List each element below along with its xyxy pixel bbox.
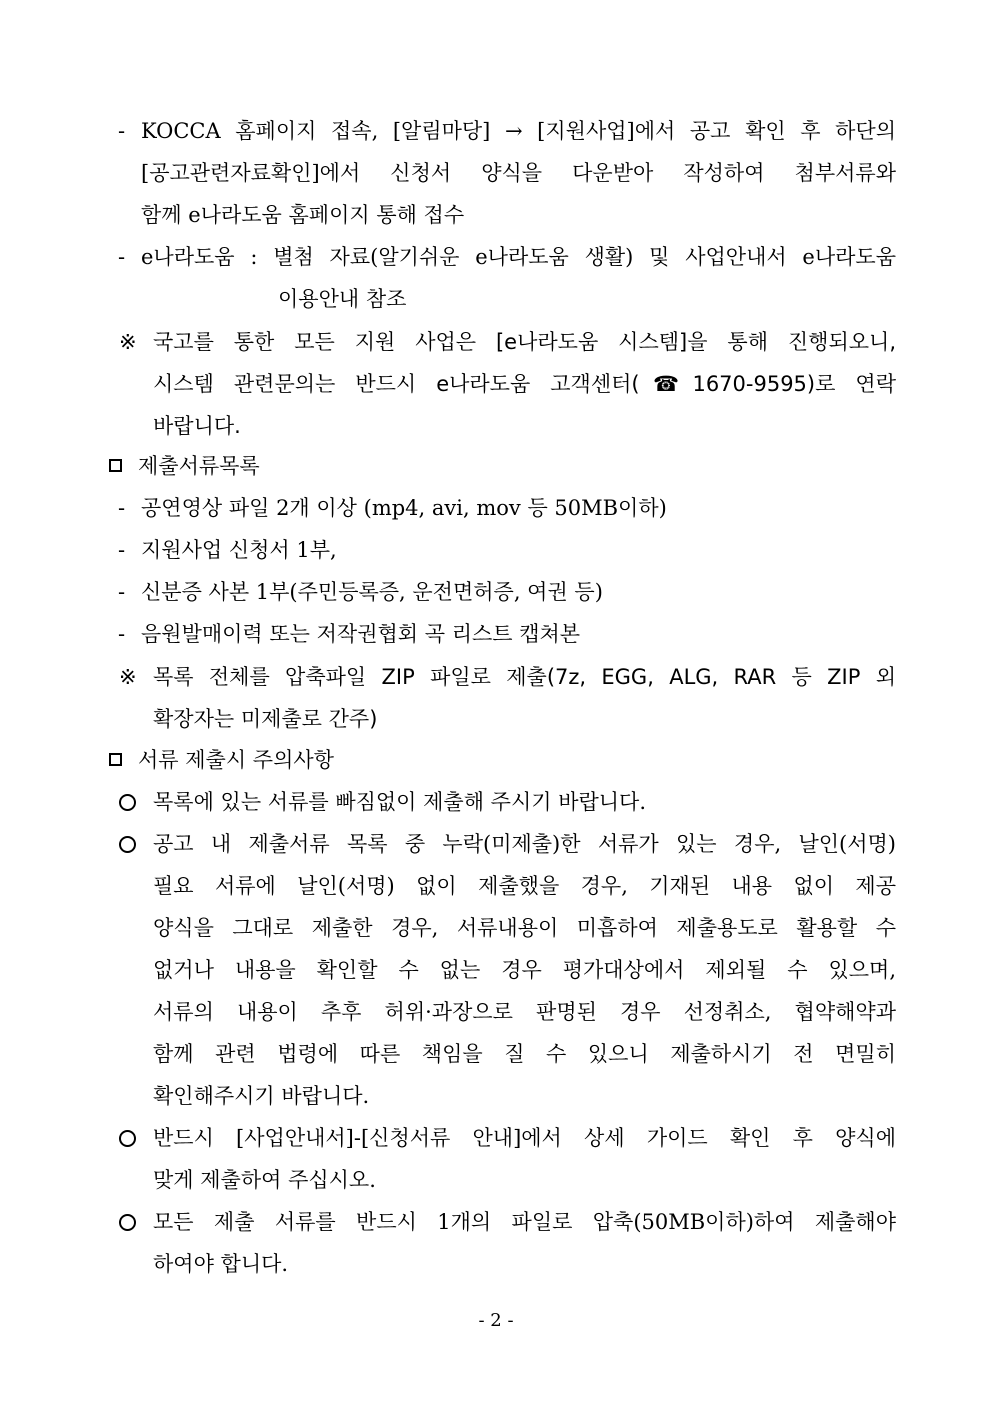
circle-bullet-icon bbox=[119, 794, 136, 811]
dash-marker: - bbox=[118, 496, 126, 520]
dash-marker: - bbox=[118, 119, 126, 143]
note-line: 확장자는 미제출로 간주) bbox=[153, 707, 378, 731]
reference-mark: ※ bbox=[119, 665, 137, 689]
note-line: 시스템 관련문의는 반드시 e나라도움 고객센터(☎1670-9595)로 연락 bbox=[153, 372, 896, 396]
circle-bullet-icon bbox=[119, 1130, 136, 1147]
bullet-text: 하여야 합니다. bbox=[153, 1252, 289, 1276]
section-heading: 제출서류목록 bbox=[138, 454, 260, 478]
bullet-text: 목록에 있는 서류를 빠짐없이 제출해 주시기 바랍니다. bbox=[153, 790, 647, 814]
dash-marker: - bbox=[118, 580, 126, 604]
checkbox-square-icon bbox=[109, 459, 122, 472]
text-line: 함께 e나라도움 홈페이지 통해 접수 bbox=[141, 203, 465, 227]
text-line: 이용안내 참조 bbox=[278, 287, 407, 311]
dash-marker: - bbox=[118, 538, 126, 562]
bullet-text: 모든 제출 서류를 반드시 1개의 파일로 압축(50MB이하)하여 제출해야 bbox=[153, 1210, 896, 1234]
bullet-text: 확인해주시기 바랍니다. bbox=[153, 1084, 370, 1108]
list-item: 신분증 사본 1부(주민등록증, 운전면허증, 여권 등) bbox=[141, 580, 603, 604]
list-item: 공연영상 파일 2개 이상 (mp4, avi, mov 등 50MB이하) bbox=[141, 496, 667, 520]
bullet-text: 없거나 내용을 확인할 수 없는 경우 평가대상에서 제외될 수 있으며, bbox=[153, 958, 896, 982]
note-line: 목록 전체를 압축파일 ZIP 파일로 제출(7z, EGG, ALG, RAR 등 ZIP 외 bbox=[153, 665, 896, 689]
bullet-text: 필요 서류에 날인(서명) 없이 제출했을 경우, 기재된 내용 없이 제공 bbox=[153, 874, 896, 898]
bullet-text: 함께 관련 법령에 따른 책임을 질 수 있으니 제출하시기 전 면밀히 bbox=[153, 1042, 896, 1066]
note-line: 바랍니다. bbox=[153, 414, 241, 438]
bullet-text: 맞게 제출하여 주십시오. bbox=[153, 1168, 376, 1192]
text-line: [공고관련자료확인]에서 신청서 양식을 다운받아 작성하여 첨부서류와 bbox=[141, 161, 896, 185]
text-line: KOCCA 홈페이지 접속, [알림마당] → [지원사업]에서 공고 확인 후 하단의 bbox=[141, 119, 896, 143]
reference-mark: ※ bbox=[119, 330, 137, 354]
bullet-text: 서류의 내용이 추후 허위·과장으로 판명된 경우 선정취소, 협약해약과 bbox=[153, 1000, 896, 1024]
section-heading: 서류 제출시 주의사항 bbox=[138, 748, 334, 772]
text-line: e나라도움 : 별첨 자료(알기쉬운 e나라도움 생활) 및 사업안내서 e나라도움 bbox=[141, 245, 896, 269]
checkbox-square-icon bbox=[109, 753, 122, 766]
list-item: 음원발매이력 또는 저작권협회 곡 리스트 캡쳐본 bbox=[141, 622, 581, 646]
bullet-text: 공고 내 제출서류 목록 중 누락(미제출)한 서류가 있는 경우, 날인(서명) bbox=[153, 832, 896, 856]
bullet-text: 양식을 그대로 제출한 경우, 서류내용이 미흡하여 제출용도로 활용할 수 bbox=[153, 916, 896, 940]
note-line: 국고를 통한 모든 지원 사업은 [e나라도움 시스템]을 통해 진행되오니, bbox=[153, 330, 896, 354]
circle-bullet-icon bbox=[119, 1214, 136, 1231]
dash-marker: - bbox=[118, 622, 126, 646]
list-item: 지원사업 신청서 1부, bbox=[141, 538, 337, 562]
circle-bullet-icon bbox=[119, 836, 136, 853]
page-number: - 2 - bbox=[478, 1310, 514, 1331]
dash-marker: - bbox=[118, 245, 126, 269]
bullet-text: 반드시 [사업안내서]-[신청서류 안내]에서 상세 가이드 확인 후 양식에 bbox=[153, 1126, 896, 1150]
